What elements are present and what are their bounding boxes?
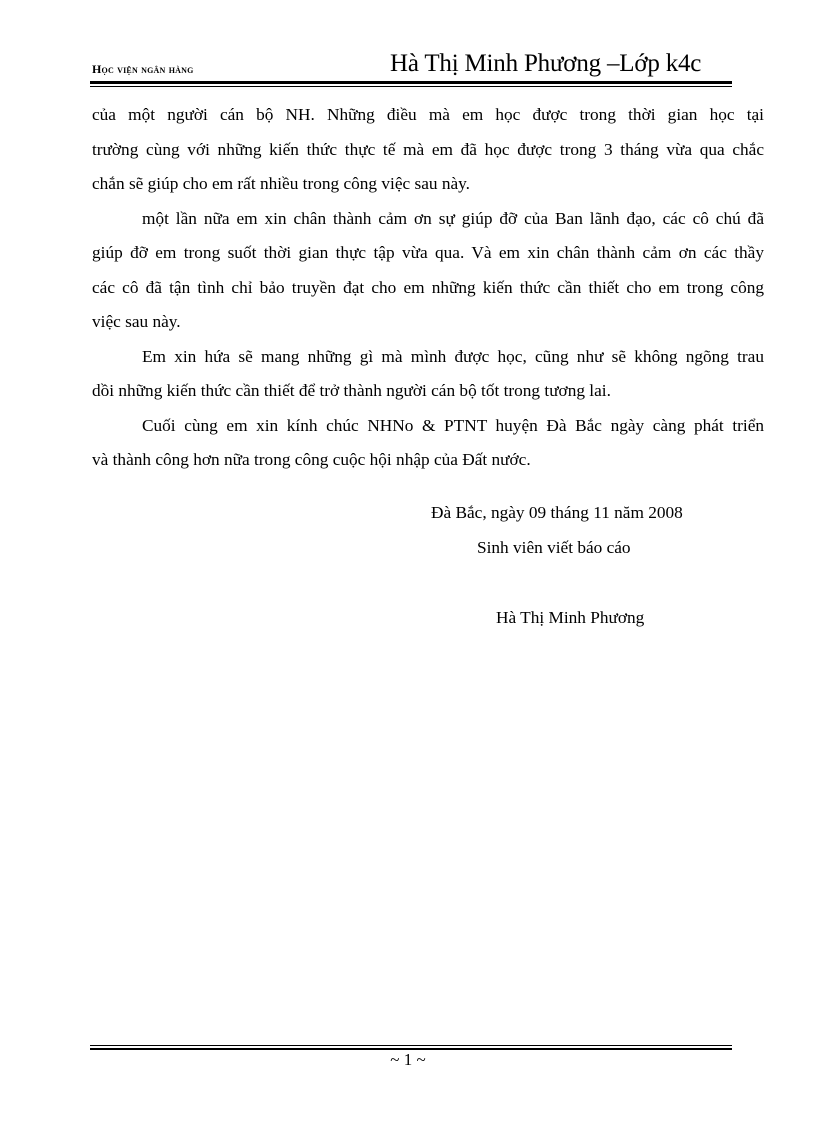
page-number: ~ 1 ~ <box>390 1050 426 1069</box>
text-line: Em xin hứa sẽ mang những gì mà mình được học, cũng như sẽ không ngõng trau <box>142 346 764 366</box>
signature-name: Hà Thị Minh Phương <box>496 608 645 627</box>
signature-role: Sinh viên viết báo cáo <box>477 538 631 557</box>
text-line: chắn sẽ giúp cho em rất nhiều trong công việc sau này. <box>92 174 470 193</box>
text-line: Cuối cùng em xin kính chúc NHNo & PTNT huyện Đà Bắc ngày càng phát triển <box>142 415 764 435</box>
header-institution: Học viện ngân hàng <box>92 62 194 76</box>
text-line: các cô đã tận tình chỉ bảo truyền đạt cho em những kiến thức cần thiết cho em trong công <box>92 277 764 297</box>
page-header <box>92 50 730 80</box>
text-line: việc sau này. <box>92 312 181 331</box>
text-line: giúp đỡ em trong suốt thời gian thực tập vừa qua. Và em xin chân thành cảm ơn các thầy <box>92 243 764 262</box>
signature-place-date: Đà Bắc, ngày 09 tháng 11 năm 2008 <box>431 503 683 522</box>
footer-rule-thin <box>90 1045 732 1046</box>
text-line: của một người cán bộ NH. Những điều mà em học được trong thời gian học tại <box>92 105 764 124</box>
paragraph-2 <box>92 202 764 340</box>
text-line: và thành công hơn nữa trong công cuộc hội nhập của Đất nước. <box>92 450 531 469</box>
text-line: trường cùng với những kiến thức thực tế mà em đã học được trong 3 tháng vừa qua chắc <box>92 139 764 159</box>
body-text <box>92 98 764 478</box>
paragraph-1 <box>92 98 764 202</box>
header-author-class: Hà Thị Minh Phương –Lớp k4c <box>390 50 702 77</box>
text-line: một lần nữa em xin chân thành cảm ơn sự giúp đỡ của Ban lãnh đạo, các cô chú đã <box>142 208 764 228</box>
text-line: dồi những kiến thức cần thiết để trở thành người cán bộ tốt trong tương lai. <box>92 381 611 400</box>
paragraph-4 <box>92 409 764 478</box>
paragraph-3 <box>92 340 764 409</box>
header-rule-thin <box>90 86 732 87</box>
header-rule-thick <box>90 81 732 84</box>
